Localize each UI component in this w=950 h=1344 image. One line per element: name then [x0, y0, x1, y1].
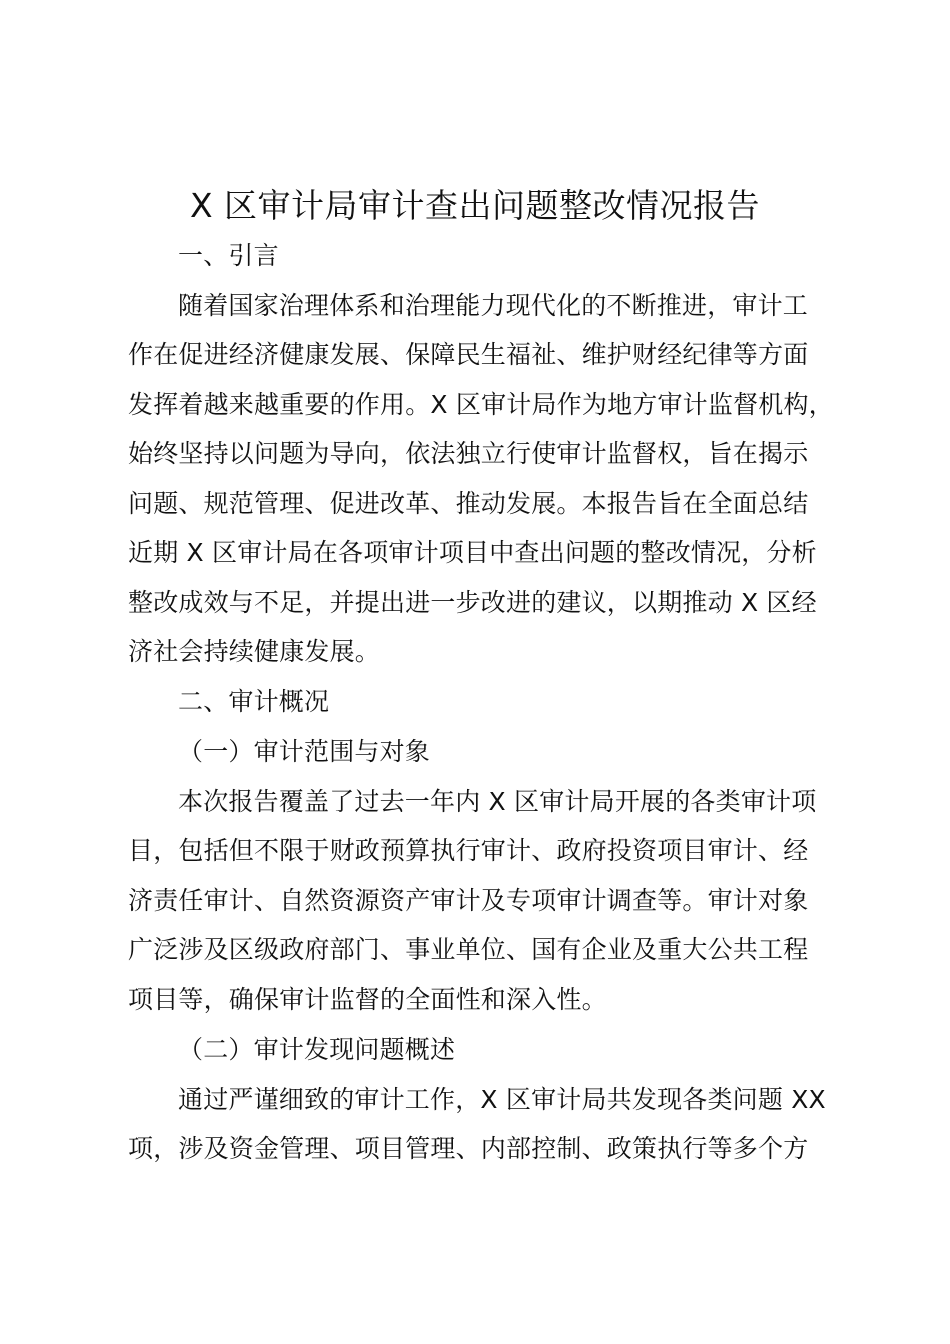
paragraph-line: 作在促进经济健康发展、保障民生福祉、维护财经纪律等方面	[128, 340, 809, 369]
paragraph-line: 近期 X 区审计局在各项审计项目中查出问题的整改情况，分析	[128, 538, 817, 567]
paragraph-line: 发挥着越来越重要的作用。X 区审计局作为地方审计监督机构，	[128, 390, 834, 419]
paragraph-line: 项，涉及资金管理、项目管理、内部控制、政策执行等多个方	[128, 1134, 809, 1163]
paragraph-line: 随着国家治理体系和治理能力现代化的不断推进，审计工	[178, 291, 809, 320]
paragraph-line: 整改成效与不足，并提出进一步改进的建议，以期推动 X 区经	[128, 588, 817, 617]
paragraph-line: 问题、规范管理、促进改革、推动发展。本报告旨在全面总结	[128, 489, 809, 518]
section-heading-introduction: 一、引言	[178, 241, 279, 270]
paragraph-line: 项目等，确保审计监督的全面性和深入性。	[128, 985, 607, 1014]
section-heading-audit-overview: 二、审计概况	[178, 687, 330, 716]
paragraph-line: 始终坚持以问题为导向，依法独立行使审计监督权，旨在揭示	[128, 439, 809, 468]
subsection-heading-scope: （一）审计范围与对象	[178, 737, 431, 766]
paragraph-line: 济社会持续健康发展。	[128, 637, 381, 666]
paragraph-line: 通过严谨细致的审计工作，X 区审计局共发现各类问题 XX	[178, 1085, 826, 1114]
paragraph-line: 济责任审计、自然资源资产审计及专项审计调查等。审计对象	[128, 886, 809, 915]
paragraph-line: 本次报告覆盖了过去一年内 X 区审计局开展的各类审计项	[178, 787, 817, 816]
paragraph-line: 目，包括但不限于财政预算执行审计、政府投资项目审计、经	[128, 836, 809, 865]
paragraph-line: 广泛涉及区级政府部门、事业单位、国有企业及重大公共工程	[128, 935, 809, 964]
subsection-heading-findings: （二）审计发现问题概述	[178, 1035, 456, 1064]
document-title: X 区审计局审计查出问题整改情况报告	[189, 186, 761, 225]
